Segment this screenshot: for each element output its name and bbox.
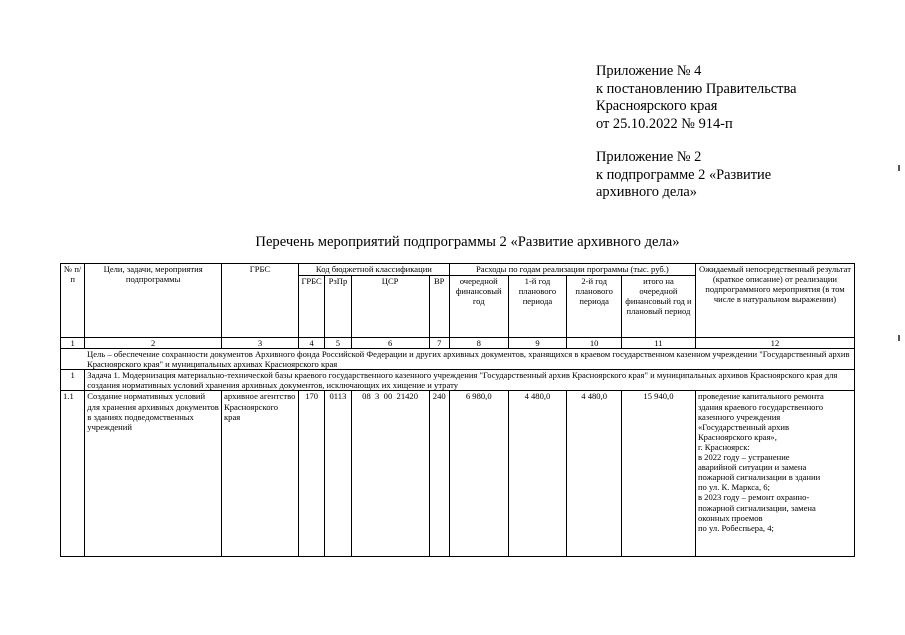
rzpr-code: 0113 [325,391,351,557]
measure-name: Создание нормативных условий для хранения архивных документов в зданиях подведомственных учреждений [85,391,222,557]
col-header-budget-code: Код бюджетной классификации [298,264,449,276]
col-header-expenses: Расходы по годам реализации программы (тыс. руб.) [449,264,695,276]
col-header-plan-year-2: 2-й год планового периода [567,276,622,338]
task-text: Задача 1. Модернизация материально-технической базы краевого государственного казенного учреждения "Государственный архив Красноярского края" и муниципальных архивов Красноярского края для создания нормативных условий хранения архивных документов, исключающих их хищение и утрату [85,370,855,391]
column-number: 10 [567,338,622,349]
col-header-rzpr: РзПр [325,276,351,338]
col-header-num: № п/п [61,264,85,338]
result-line: по ул. К. Маркса, 6; [697,482,770,493]
expense-current-year: 6 980,0 [449,391,508,557]
column-number: 8 [449,338,508,349]
result-line: пожарной сигнализации, замена [697,502,816,513]
col-header-grbs: ГРБС [222,264,299,338]
column-numbers-row [61,338,855,349]
result-line: казенного учреждения [697,411,781,422]
result-line: оконных проемов [697,512,763,523]
column-number: 9 [508,338,567,349]
column-number: 7 [429,338,449,349]
column-number: 11 [622,338,696,349]
goal-row [61,349,855,370]
expense-plan-year-2: 4 480,0 [567,391,622,557]
appendix-2-line: Приложение № 2 [596,149,702,165]
result-line: Красноярского края», [697,431,777,442]
result-line: здания краевого государственного [697,401,824,412]
appendix-4-line: от 25.10.2022 № 914-п [596,115,733,132]
appendix-4-header [596,63,796,133]
scan-artifact [898,335,900,341]
result-line: пожарной сигнализации в здании [697,472,821,483]
appendix-4-line: Приложение № 4 [596,63,702,79]
result-line: «Государственный архив [697,421,790,432]
appendix-2-header [596,149,771,202]
header-row [61,264,855,276]
measure-number: 1.1 [61,391,85,557]
column-number: 12 [695,338,854,349]
measures-table [60,263,855,557]
column-number: 3 [222,338,299,349]
appendix-2-line: архивного дела» [596,184,697,200]
column-number: 6 [351,338,429,349]
result-line: аварийной ситуации и замена [697,462,807,473]
result-line: в 2022 году – устранение [697,452,790,463]
result-line: проведение капитального ремонта [697,391,824,402]
column-number: 4 [298,338,324,349]
result-line: в 2023 году – ремонт охранно- [697,492,810,503]
appendix-2-line: к подпрограмме 2 «Развитие [596,166,772,183]
col-header-csr: ЦСР [351,276,429,338]
measure-row [61,391,855,557]
appendix-4-line: к постановлению Правительства [596,80,797,97]
appendix-4-line: Красноярского края [596,98,718,114]
col-header-goals: Цели, задачи, мероприятия подпрограммы [85,264,222,338]
csr-code: 08 3 00 21420 [351,391,429,557]
expected-result [695,391,854,557]
col-header-plan-year-1: 1-й год планового периода [508,276,567,338]
grbs-code: 170 [298,391,324,557]
col-header-vr: ВР [429,276,449,338]
column-number: 2 [85,338,222,349]
document-title: Перечень мероприятий подпрограммы 2 «Развитие архивного дела» [255,234,680,250]
column-number: 1 [61,338,85,349]
column-number: 5 [325,338,351,349]
result-line: по ул. Робеспьера, 4; [697,522,774,533]
goal-text: Цель – обеспечение сохранности документов Архивного фонда Российской Федерации и других архивных документов, хранящихся в краевом государственном казенном учреждении "Государственный архив Красноярского края" и муниципальных архивах Красноярского края [61,349,855,370]
col-header-total: итого на очередной финансовый год и плановый период [622,276,696,338]
expense-plan-year-1: 4 480,0 [508,391,567,557]
result-line: г. Красноярск: [697,441,750,452]
task-row [61,370,855,391]
task-number: 1 [61,370,85,391]
col-header-result: Ожидаемый непосредственный результат (краткое описание) от реализации подпрограммного мероприятия (в том числе в натуральном выражении) [695,264,854,338]
vr-code: 240 [429,391,449,557]
col-header-current-year: очередной финансовый год [449,276,508,338]
expense-total: 15 940,0 [622,391,696,557]
scan-artifact [898,165,900,171]
grbs-name: архивное агентство Красноярского края [222,391,299,557]
col-header-grbs-code: ГРБС [298,276,324,338]
